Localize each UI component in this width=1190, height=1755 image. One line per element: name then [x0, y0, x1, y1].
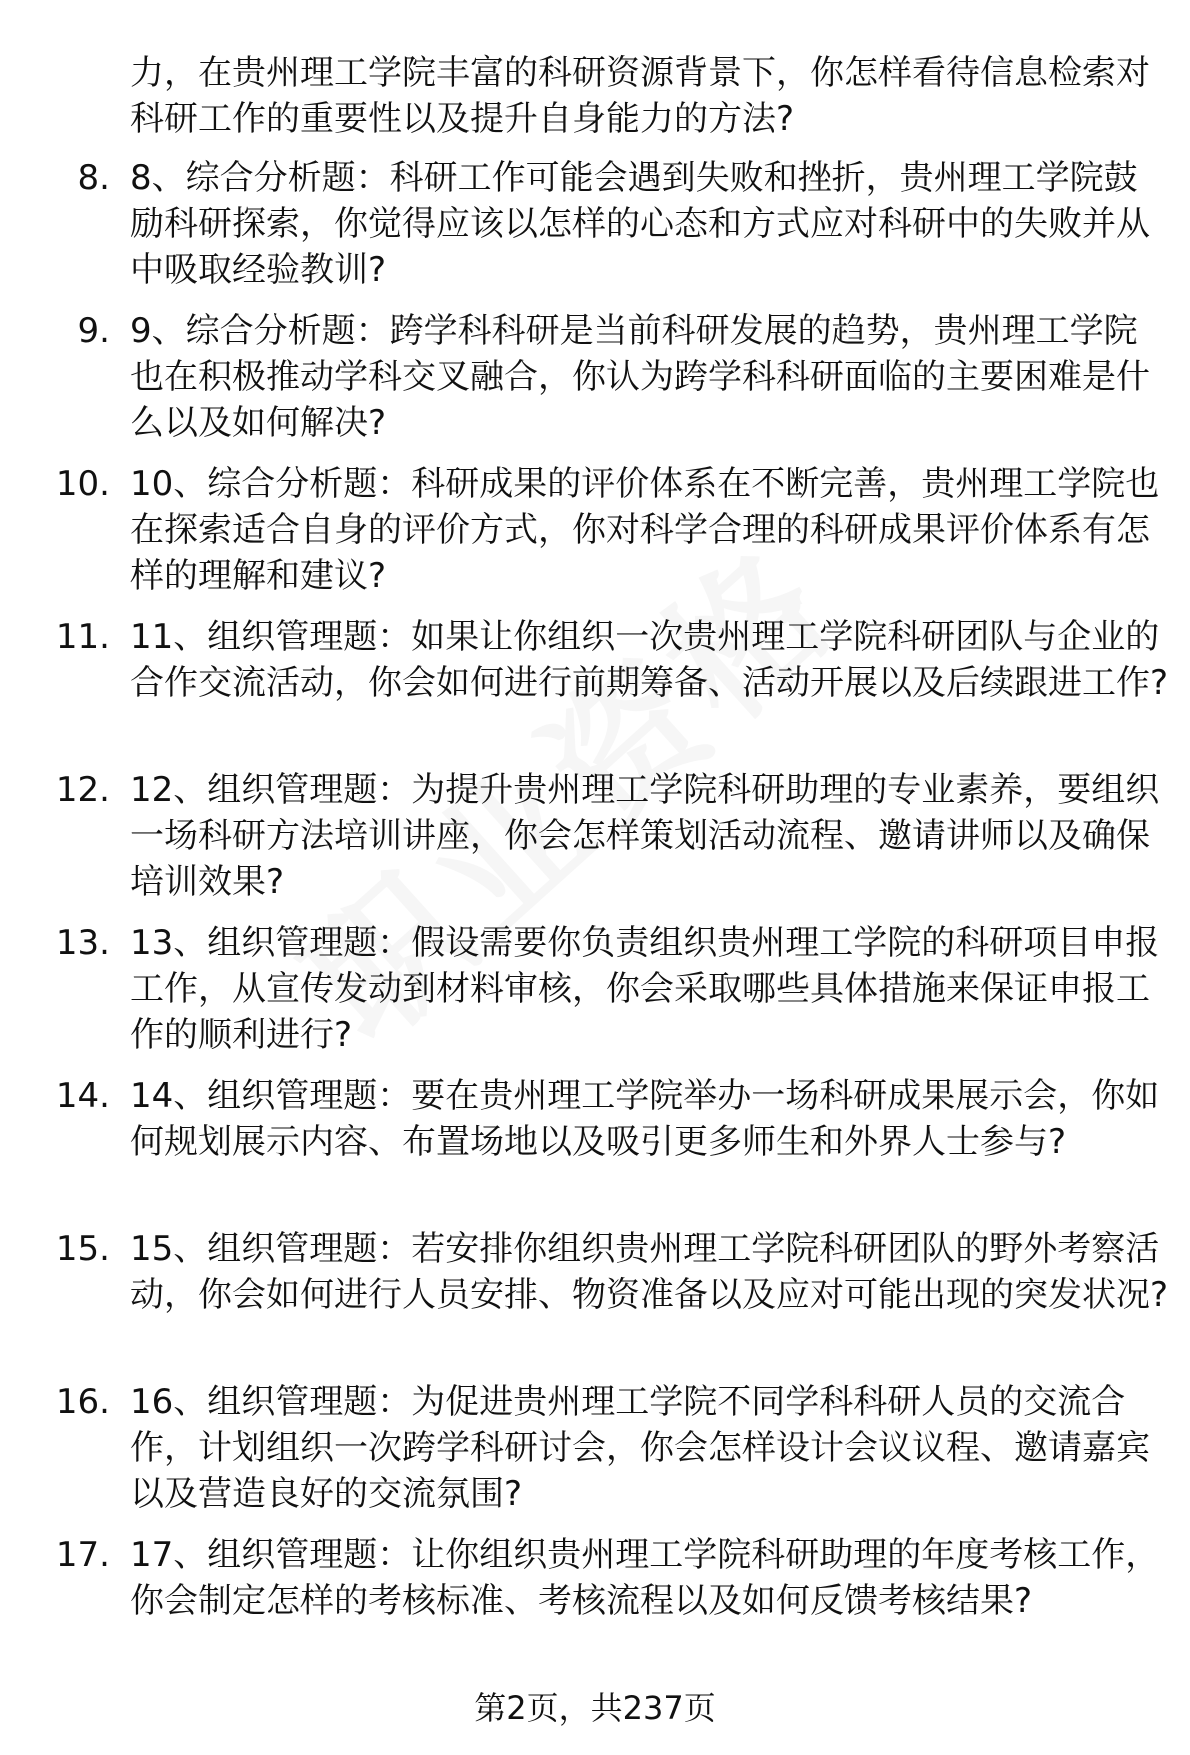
- question-item: [0, 1532, 1190, 1685]
- question-number: 12.: [55, 770, 110, 810]
- question-text: 15、组织管理题：若安排你组织贵州理工学院科研团队的野外考察活动，你会如何进行人员安排、物资准备以及应对可能出现的突发状况?: [130, 1229, 1169, 1315]
- question-text: 13、组织管理题：假设需要你负责组织贵州理工学院的科研项目申报工作，从宣传发动到材料审核，你会采取哪些具体措施来保证申报工作的顺利进行?: [130, 923, 1160, 1055]
- question-number: 16.: [55, 1382, 110, 1422]
- question-item: [0, 1226, 1190, 1379]
- question-text: 9、综合分析题：跨学科科研是当前科研发展的趋势，贵州理工学院也在积极推动学科交叉融合，你认为跨学科科研面临的主要困难是什么以及如何解决?: [130, 311, 1150, 443]
- question-text: 10、综合分析题：科研成果的评价体系在不断完善，贵州理工学院也在探索适合自身的评价方式，你对科学合理的科研成果评价体系有怎样的理解和建议?: [130, 464, 1160, 596]
- page-number-footer: 第2页，共237页: [474, 1689, 716, 1727]
- question-text: 12、组织管理题：为提升贵州理工学院科研助理的专业素养，要组织一场科研方法培训讲座，你会怎样策划活动流程、邀请讲师以及确保培训效果?: [130, 770, 1160, 902]
- question-number: 15.: [55, 1229, 110, 1269]
- question-number: 8.: [77, 158, 110, 198]
- question-text: 14、组织管理题：要在贵州理工学院举办一场科研成果展示会，你如何规划展示内容、布置场地以及吸引更多师生和外界人士参与?: [130, 1076, 1160, 1162]
- question-number: 11.: [55, 617, 110, 657]
- question-item: [0, 461, 1190, 614]
- question-item: [0, 1073, 1190, 1226]
- question-number: 14.: [55, 1076, 110, 1116]
- question-item: [0, 920, 1190, 1073]
- question-item: [0, 155, 1190, 308]
- question-number: 10.: [55, 464, 110, 504]
- question-text: 8、综合分析题：科研工作可能会遇到失败和挫折，贵州理工学院鼓励科研探索，你觉得应该以怎样的心态和方式应对科研中的失败并从中吸取经验教训?: [130, 158, 1150, 290]
- question-item: [0, 767, 1190, 920]
- question-text: 11、组织管理题：如果让你组织一次贵州理工学院科研团队与企业的合作交流活动，你会如何进行前期筹备、活动开展以及后续跟进工作?: [130, 617, 1169, 703]
- question-list: [0, 155, 1190, 1685]
- question-text: 17、组织管理题：让你组织贵州理工学院科研助理的年度考核工作，你会制定怎样的考核标准、考核流程以及如何反馈考核结果?: [130, 1535, 1160, 1621]
- continuation-text: 力，在贵州理工学院丰富的科研资源背景下，你怎样看待信息检索对科研工作的重要性以及提升自身能力的方法?: [130, 53, 1150, 139]
- question-number: 17.: [55, 1535, 110, 1575]
- question-number: 9.: [77, 311, 110, 351]
- question-item: [0, 1379, 1190, 1532]
- question-text: 16、组织管理题：为促进贵州理工学院不同学科科研人员的交流合作，计划组织一次跨学科研讨会，你会怎样设计会议议程、邀请嘉宾以及营造良好的交流氛围?: [130, 1382, 1150, 1514]
- question-item: [0, 614, 1190, 767]
- question-number: 13.: [55, 923, 110, 963]
- question-item: [0, 308, 1190, 461]
